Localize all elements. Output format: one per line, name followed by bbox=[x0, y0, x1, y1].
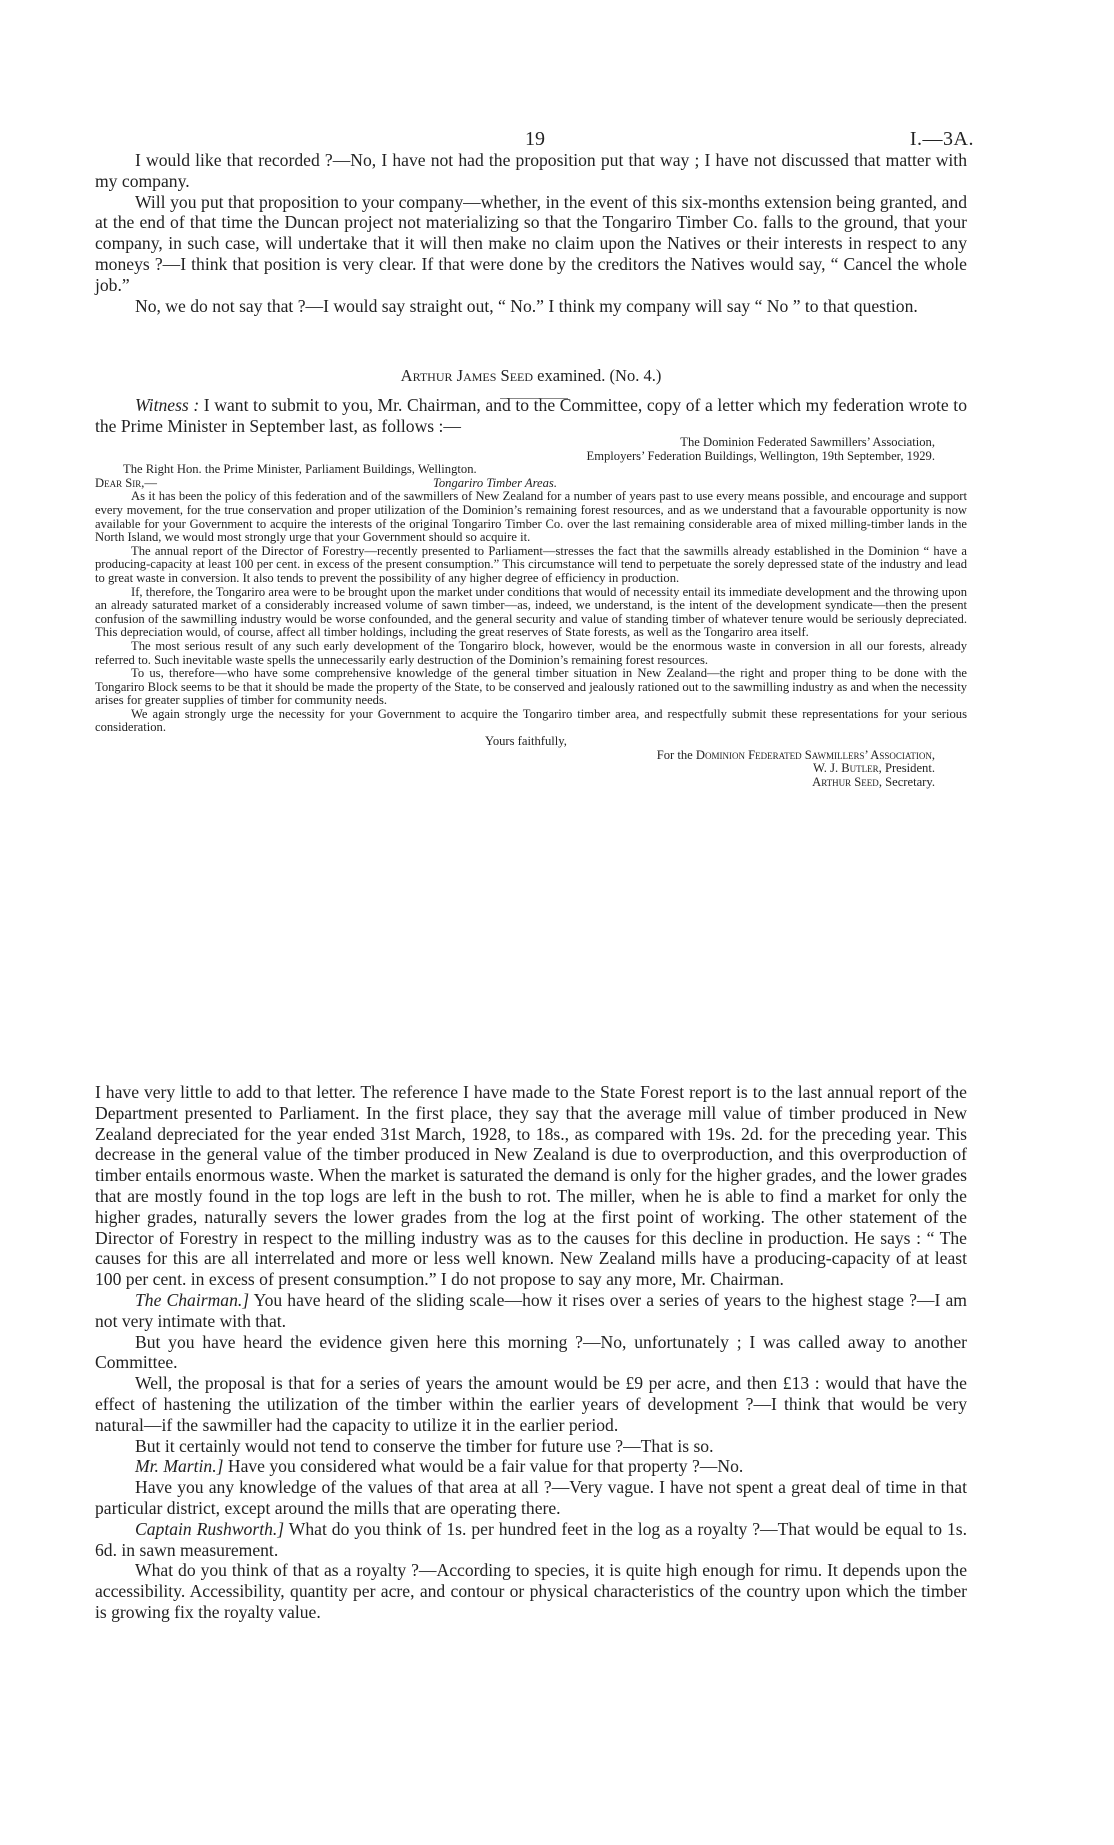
letter-paragraph: We again strongly urge the necessity for your Government to acquire the Tongariro timber area, and respectfully submit these representations for your serious consideration. bbox=[95, 706, 967, 735]
testimony-paragraph: But it certainly would not tend to conserve the timber for future use ?—That is so. bbox=[135, 1435, 714, 1456]
speaker-label: Mr. Martin.] bbox=[135, 1456, 224, 1477]
continued-testimony bbox=[95, 1082, 967, 1623]
testimony-paragraph: The Chairman.] You have heard of the sliding scale—how it rises over a series of years to the highest stage ?—I am not very intimate with that. bbox=[95, 1289, 967, 1331]
testimony-paragraph: Mr. Martin.] Have you considered what would be a fair value for that property ?—No. bbox=[135, 1456, 744, 1477]
signatory-president: W. J. Butler, President. bbox=[813, 761, 935, 776]
testimony-paragraph: Captain Rushworth.] What do you think of 1s. per hundred feet in the log as a royalty ?—That would be equal to 1s. 6d. in sawn measurement. bbox=[95, 1518, 967, 1560]
heading-suffix: examined. (No. 4.) bbox=[533, 366, 662, 385]
letter-paragraph: The annual report of the Director of Forestry—recently presented to Parliament—stresses the fact that the sawmills already established in the Dominion “ have a producing-capacity at least 100 per cent. in excess of the present consumption.” This circumstance will tend to perpetuate the sorely depressed state of the industry and lead to great waste in conversion. It also tends to prevent the possibility of any higher degree of efficiency in production. bbox=[95, 543, 967, 585]
witness-statement: I have very little to add to that letter. The reference I have made to the State Forest report is to the last annual report of the Department presented to Parliament. In the first place, they say that the average mill value of timber produced in New Zealand depreciated for the year ended 31st March, 1928, to 18s., as compared with 19s. 2d. for the preceding year. This decrease in the general value of the timber produced in New Zealand is due to overproduction, and this overproduction of timber entails enormous waste. When the market is saturated the demand is only for the higher grades, and the lower grades that are mostly found in the top logs are left in the bush to rot. The miller, when he is able to find a market for only the higher grades, naturally severs the lower grades from the log at the first point of working. The other statement of the Director of Forestry in respect to the milling industry was as to the causes for this decline in production. He says : “ The causes for this are all interrelated and more or less well known. New Zealand mills have a producing-capacity of at least 100 per cent. in excess of present consumption.” I do not propose to say any more, Mr. Chairman. bbox=[95, 1082, 967, 1290]
letter-subject: Tongariro Timber Areas. bbox=[433, 475, 557, 490]
opening-paragraph-1: I would like that recorded ?—No, I have not had the proposition put that way ; I have not discussed that matter with my company. bbox=[95, 150, 967, 191]
letter-paragraph: The most serious result of any such early development of the Tongariro block, however, would be the enormous waste in conversion in all our forests, already referred to. Such inevitable waste spells the unnecessarily early destruction of the Dominion’s remaining forest resources. bbox=[95, 638, 967, 667]
paper-reference: I.—3A. bbox=[909, 128, 974, 150]
signatory-secretary: Arthur Seed, Secretary. bbox=[812, 774, 935, 789]
speaker-label: Captain Rushworth.] bbox=[135, 1518, 285, 1539]
letter-paragraph: If, therefore, the Tongariro area were to be brought upon the market under conditions that would of necessity entail its immediate development and the throwing upon an already saturated market of a considerably increased volume of sawn timber—as, indeed, we understand, is the intent of the development syndicate—then the present confusion of the sawmilling industry would be worse confounded, and the general security and value of standing timber of whatever tenure would be seriously depreciated. This depreciation would, of course, affect all timber holdings, including the great reserves of State forests, as well as the Tongariro area itself. bbox=[95, 584, 967, 640]
opening-testimony bbox=[95, 150, 967, 316]
signoff-org: Dominion Federated Sawmillers’ Association, bbox=[695, 747, 935, 762]
letter bbox=[95, 436, 967, 789]
opening-paragraph-2: Will you put that proposition to your company—whether, in the event of this six-months extension being granted, and at the end of that time the Duncan project not materializing so that the Tongariro Timber Co. falls to the ground, that your company, in such case, will undertake that it will then make no claim upon the Natives or their interests in respect to any moneys ?—I think that position is very clear. If that were done by the creditors the Natives would say, “ Cancel the whole job.” bbox=[95, 191, 967, 295]
testimony-paragraph: What do you think of that as a royalty ?—According to species, it is quite high enough for rimu. It depends upon the accessibility. Accessibility, quantity per acre, and contour or physical characteristics of the country upon which the timber is growing fix the royalty value. bbox=[95, 1560, 967, 1622]
witness-label: Witness : bbox=[135, 394, 200, 415]
opening-paragraph-3: No, we do not say that ?—I would say straight out, “ No.” I think my company will say “ No ” to that question. bbox=[135, 295, 918, 316]
testimony-paragraph: But you have heard the evidence given here this morning ?—No, unfortunately ; I was called away to another Committee. bbox=[95, 1331, 967, 1373]
section-heading bbox=[95, 366, 967, 387]
letter-salutation-row bbox=[95, 477, 967, 491]
letter-paragraph: To us, therefore—who have some comprehensive knowledge of the general timber situation in New Zealand—the right and proper thing to be done with the Tongariro Block seems to be that it should be made the property of the State, to be conserved and jealously rationed out to the sawmilling industry as and when the necessity arises for greater supplies of timber for community needs. bbox=[95, 666, 967, 708]
letter-paragraph: As it has been the policy of this federation and of the sawmillers of New Zealand for a number of years past to use every means possible, and encourage and support every movement, for the true conservation and proper utilization of the Dominion’s remaining forest resources, and as we understand that a favourable opportunity is now available for your Government to acquire the interests of the original Tongariro Timber Co. over the last remaining considerable area of mixed milling-timber lands in the North Island, we would most strongly urge that your Government should so acquire it. bbox=[95, 489, 967, 545]
witness-intro: Witness : I want to submit to you, Mr. Chairman, and to the Committee, copy of a letter which my federation wrote to the Prime Minister in September last, as follows :— bbox=[95, 394, 967, 436]
letter-recipient: The Right Hon. the Prime Minister, Parliament Buildings, Wellington. bbox=[123, 462, 477, 477]
letter-org: The Dominion Federated Sawmillers’ Association, bbox=[680, 435, 935, 449]
letter-address: Employers’ Federation Buildings, Wellington, 19th September, 1929. bbox=[586, 448, 935, 463]
testimony-paragraph: Have you any knowledge of the values of that area at all ?—Very vague. I have not spent a great deal of time in that particular district, except around the mills that are operating there. bbox=[95, 1477, 967, 1518]
testimony-paragraph: Well, the proposal is that for a series of years the amount would be £9 per acre, and then £13 : would that have the effect of hastening the utilization of the timber within the earlier years of development ?—I think that would be very natural—if the sawmiller had the capacity to utilize it in the earlier period. bbox=[95, 1373, 967, 1435]
witness-section bbox=[95, 366, 967, 436]
letter-salutation: Dear Sir,— bbox=[95, 475, 157, 490]
page-number: 19 bbox=[525, 128, 545, 150]
letter-signoff: For the Dominion Federated Sawmillers’ Association, bbox=[656, 747, 935, 762]
speaker-label: The Chairman.] bbox=[135, 1289, 250, 1310]
witness-name: Arthur James Seed bbox=[400, 366, 534, 385]
letter-closing: Yours faithfully, bbox=[485, 734, 567, 749]
